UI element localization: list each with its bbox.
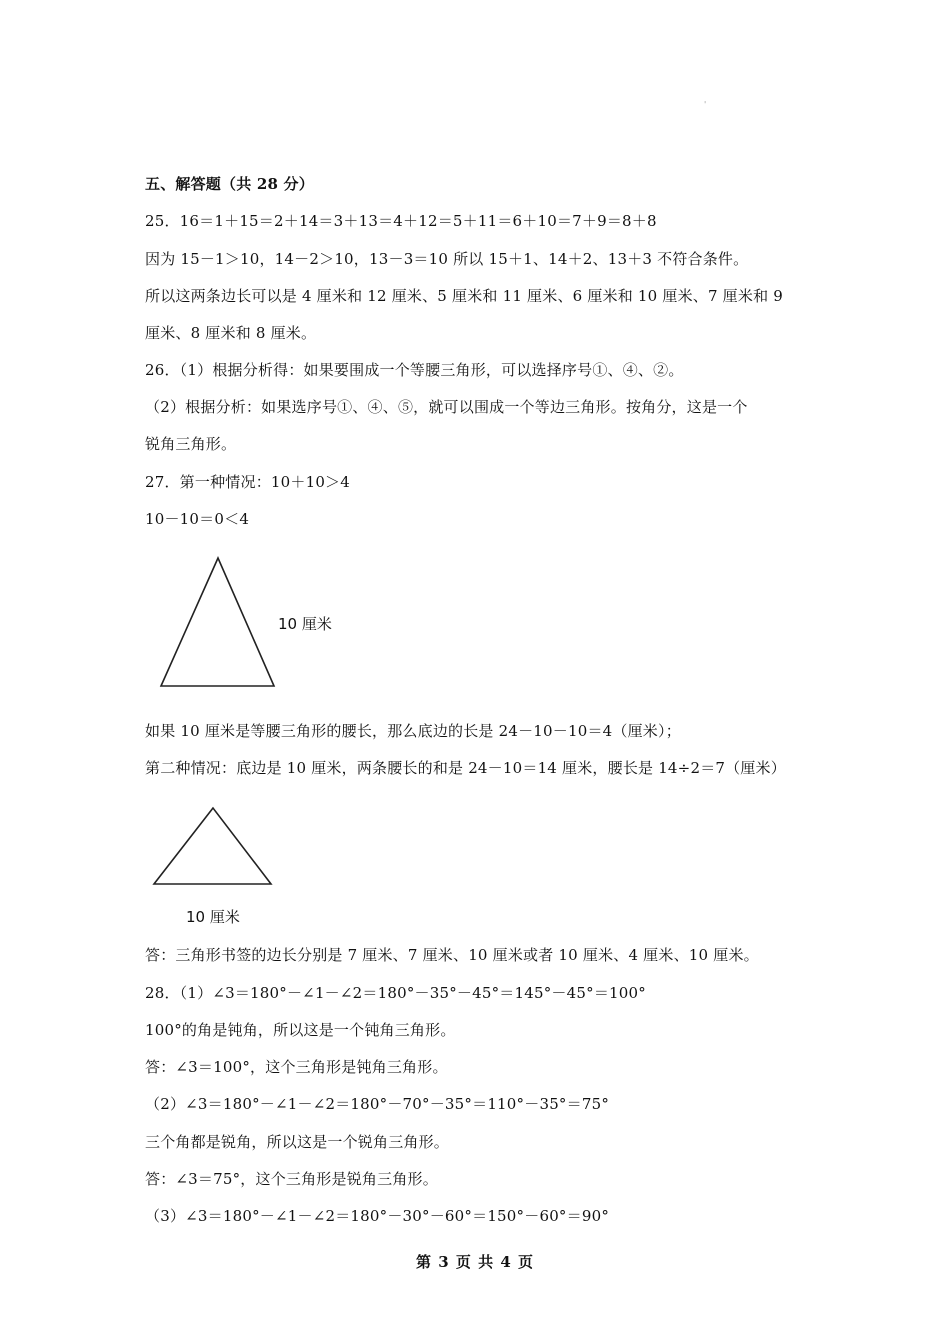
text-line-q28-3: 答：∠3＝100°，这个三角形是钝角三角形。: [145, 1058, 448, 1076]
text-line-q28-7: （3）∠3＝180°－∠1－∠2＝180°－30°－60°＝150°－60°＝90°: [145, 1207, 610, 1225]
text-line-q28-2: 100°的角是钝角，所以这是一个钝角三角形。: [145, 1021, 456, 1039]
text-line-q27-2: 10－10＝0＜4: [145, 510, 250, 528]
isosceles-triangle-figure-1: [155, 552, 285, 694]
triangle-shape-1: [161, 558, 274, 686]
page-footer: 第 3 页 共 4 页: [416, 1253, 534, 1271]
text-line-q26-1: 26．（1）根据分析得：如果要围成一个等腰三角形，可以选择序号①、④、②。: [145, 361, 684, 379]
figure2-label: 10 厘米: [186, 908, 240, 926]
text-line-q25-2: 因为 15－1＞10，14－2＞10，13－3＝10 所以 15＋1、14＋2、13＋3 不符合条件。: [145, 250, 749, 268]
text-line-q28-5: 三个角都是锐角，所以这是一个锐角三角形。: [145, 1133, 450, 1151]
triangle-shape-2: [154, 808, 271, 884]
isosceles-triangle-figure-2: [150, 803, 278, 891]
text-line-q25-3: 所以这两条边长可以是 4 厘米和 12 厘米、5 厘米和 11 厘米、6 厘米和 10 厘米、7 厘米和 9: [145, 287, 783, 305]
text-line-q28-6: 答：∠3＝75°，这个三角形是锐角三角形。: [145, 1170, 438, 1188]
text-line-q28-4: （2）∠3＝180°－∠1－∠2＝180°－70°－35°＝110°－35°＝75°: [145, 1095, 610, 1113]
figure1-label: 10 厘米: [278, 615, 332, 633]
text-line-q26-3: 锐角三角形。: [145, 435, 237, 453]
text-line-q27-1: 27．第一种情况：10＋10＞4: [145, 473, 351, 491]
text-line-q28-1: 28．（1）∠3＝180°－∠1－∠2＝180°－35°－45°＝145°－45°＝100°: [145, 984, 646, 1002]
section-title: 五、解答题（共 28 分）: [145, 175, 314, 193]
text-line-q27-4: 第二种情况：底边是 10 厘米，两条腰长的和是 24－10＝14 厘米，腰长是 14÷2＝7（厘米）: [145, 759, 786, 777]
text-line-q25-1: 25．16＝1＋15＝2＋14＝3＋13＝4＋12＝5＋11＝6＋10＝7＋9＝8＋8: [145, 212, 657, 230]
text-line-q25-4: 厘米、8 厘米和 8 厘米。: [145, 324, 317, 342]
text-line-q27-5: 答：三角形书签的边长分别是 7 厘米、7 厘米、10 厘米或者 10 厘米、4 厘米、10 厘米。: [145, 946, 759, 964]
text-line-q27-3: 如果 10 厘米是等腰三角形的腰长，那么底边的长是 24－10－10＝4（厘米）；: [145, 722, 681, 740]
header-mark: ': [704, 100, 707, 109]
text-line-q26-2: （2）根据分析：如果选序号①、④、⑤，就可以围成一个等边三角形。按角分，这是一个: [145, 398, 748, 416]
